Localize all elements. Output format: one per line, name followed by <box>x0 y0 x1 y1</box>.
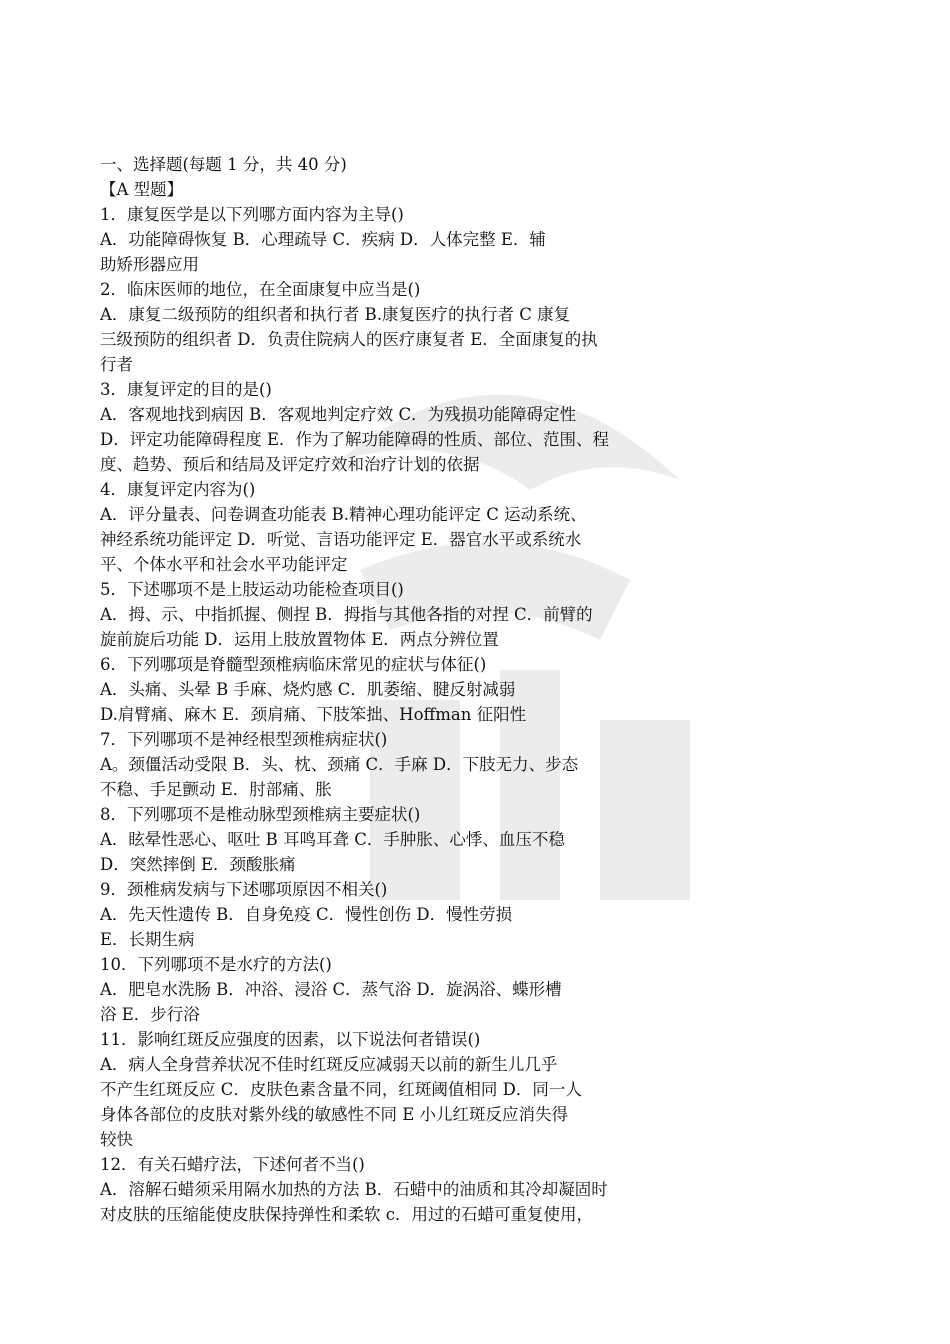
question-10-options-cont: 浴 E．步行浴 <box>100 1005 200 1024</box>
question-2: 2．临床医师的地位，在全面康复中应当是() <box>100 280 421 299</box>
question-2-options-cont: 行者 <box>100 355 133 374</box>
question-6-options: A．头痛、头晕 B 手麻、烧灼感 C．肌萎缩、腱反射减弱 <box>100 680 516 699</box>
question-5-options-cont: 旋前旋后功能 D．运用上肢放置物体 E．两点分辨位置 <box>100 630 499 649</box>
question-2-options: A．康复二级预防的组织者和执行者 B.康复医疗的执行者 C 康复 <box>100 305 571 324</box>
question-8: 8．下列哪项不是椎动脉型颈椎病主要症状() <box>100 805 421 824</box>
question-3-options-cont: D．评定功能障碍程度 E．作为了解功能障碍的性质、部位、范围、程 <box>100 430 610 449</box>
question-12: 12．有关石蜡疗法，下述何者不当() <box>100 1155 365 1174</box>
question-11: 11．影响红斑反应强度的因素，以下说法何者错误() <box>100 1030 481 1049</box>
question-8-options-cont: D．突然摔倒 E．颈酸胀痛 <box>100 855 296 874</box>
question-4: 4．康复评定内容为() <box>100 480 256 499</box>
question-5: 5．下述哪项不是上肢运动功能检查项目() <box>100 580 404 599</box>
question-11-options-cont: 身体各部位的皮肤对紫外线的敏感性不同 E 小儿红斑反应消失得 <box>100 1105 569 1124</box>
question-9: 9．颈椎病发病与下述哪项原因不相关() <box>100 880 388 899</box>
question-4-options: A．评分量表、问卷调查功能表 B.精神心理功能评定 C 运动系统、 <box>100 505 587 524</box>
section-title: 一、选择题(每题 1 分，共 40 分) <box>100 155 347 174</box>
question-7-options-cont: 不稳、手足颤动 E．肘部痛、胀 <box>100 780 332 799</box>
question-6-options-cont: D.肩臂痛、麻木 E．颈肩痛、下肢笨拙、Hoffman 征阳性 <box>100 705 527 724</box>
question-1-options: A．功能障碍恢复 B．心理疏导 C．疾病 D．人体完整 E．辅 <box>100 230 546 249</box>
question-12-options-cont: 对皮肤的压缩能使皮肤保持弹性和柔软 c．用过的石蜡可重复使用， <box>100 1205 593 1224</box>
question-8-options: A．眩晕性恶心、呕吐 B 耳鸣耳聋 C．手肿胀、心悸、血压不稳 <box>100 830 565 849</box>
question-3-options: A．客观地找到病因 B．客观地判定疗效 C．为残损功能障碍定性 <box>100 405 577 424</box>
question-4-options-cont: 神经系统功能评定 D．听觉、言语功能评定 E．器官水平或系统水 <box>100 530 582 549</box>
question-7: 7．下列哪项不是神经根型颈椎病症状() <box>100 730 388 749</box>
question-6: 6．下列哪项是脊髓型颈椎病临床常见的症状与体征() <box>100 655 487 674</box>
question-11-options: A．病人全身营养状况不佳时红斑反应减弱天以前的新生儿几乎 <box>100 1055 558 1074</box>
question-2-options-cont: 三级预防的组织者 D．负责住院病人的医疗康复者 E．全面康复的执 <box>100 330 598 349</box>
question-5-options: A．拇、示、中指抓握、侧捏 B．拇指与其他各指的对捏 C．前臂的 <box>100 605 593 624</box>
question-text-block <box>100 152 720 1227</box>
question-7-options: A。颈僵活动受限 B．头、枕、颈痛 C．手麻 D．下肢无力、步态 <box>100 755 579 774</box>
question-3-options-cont: 度、趋势、预后和结局及评定疗效和治疗计划的依据 <box>100 455 480 474</box>
question-type-heading: 【A 型题】 <box>100 180 184 199</box>
question-9-options: A．先天性遗传 B．自身免疫 C．慢性创伤 D．慢性劳损 <box>100 905 513 924</box>
question-3: 3．康复评定的目的是() <box>100 380 272 399</box>
question-11-options-cont: 不产生红斑反应 C．皮肤色素含量不同，红斑阈值相同 D．同一人 <box>100 1080 582 1099</box>
question-12-options: A．溶解石蜡须采用隔水加热的方法 B．石蜡中的油质和其冷却凝固时 <box>100 1180 608 1199</box>
question-9-options-cont: E．长期生病 <box>100 930 195 949</box>
question-1: 1．康复医学是以下列哪方面内容为主导() <box>100 205 404 224</box>
question-4-options-cont: 平、个体水平和社会水平功能评定 <box>100 555 348 574</box>
question-10: 10．下列哪项不是水疗的方法() <box>100 955 332 974</box>
question-1-options-cont: 助矫形器应用 <box>100 255 199 274</box>
question-10-options: A．肥皂水洗肠 B．冲浴、浸浴 C．蒸气浴 D．旋涡浴、蝶形槽 <box>100 980 562 999</box>
question-11-options-cont: 较快 <box>100 1130 133 1149</box>
